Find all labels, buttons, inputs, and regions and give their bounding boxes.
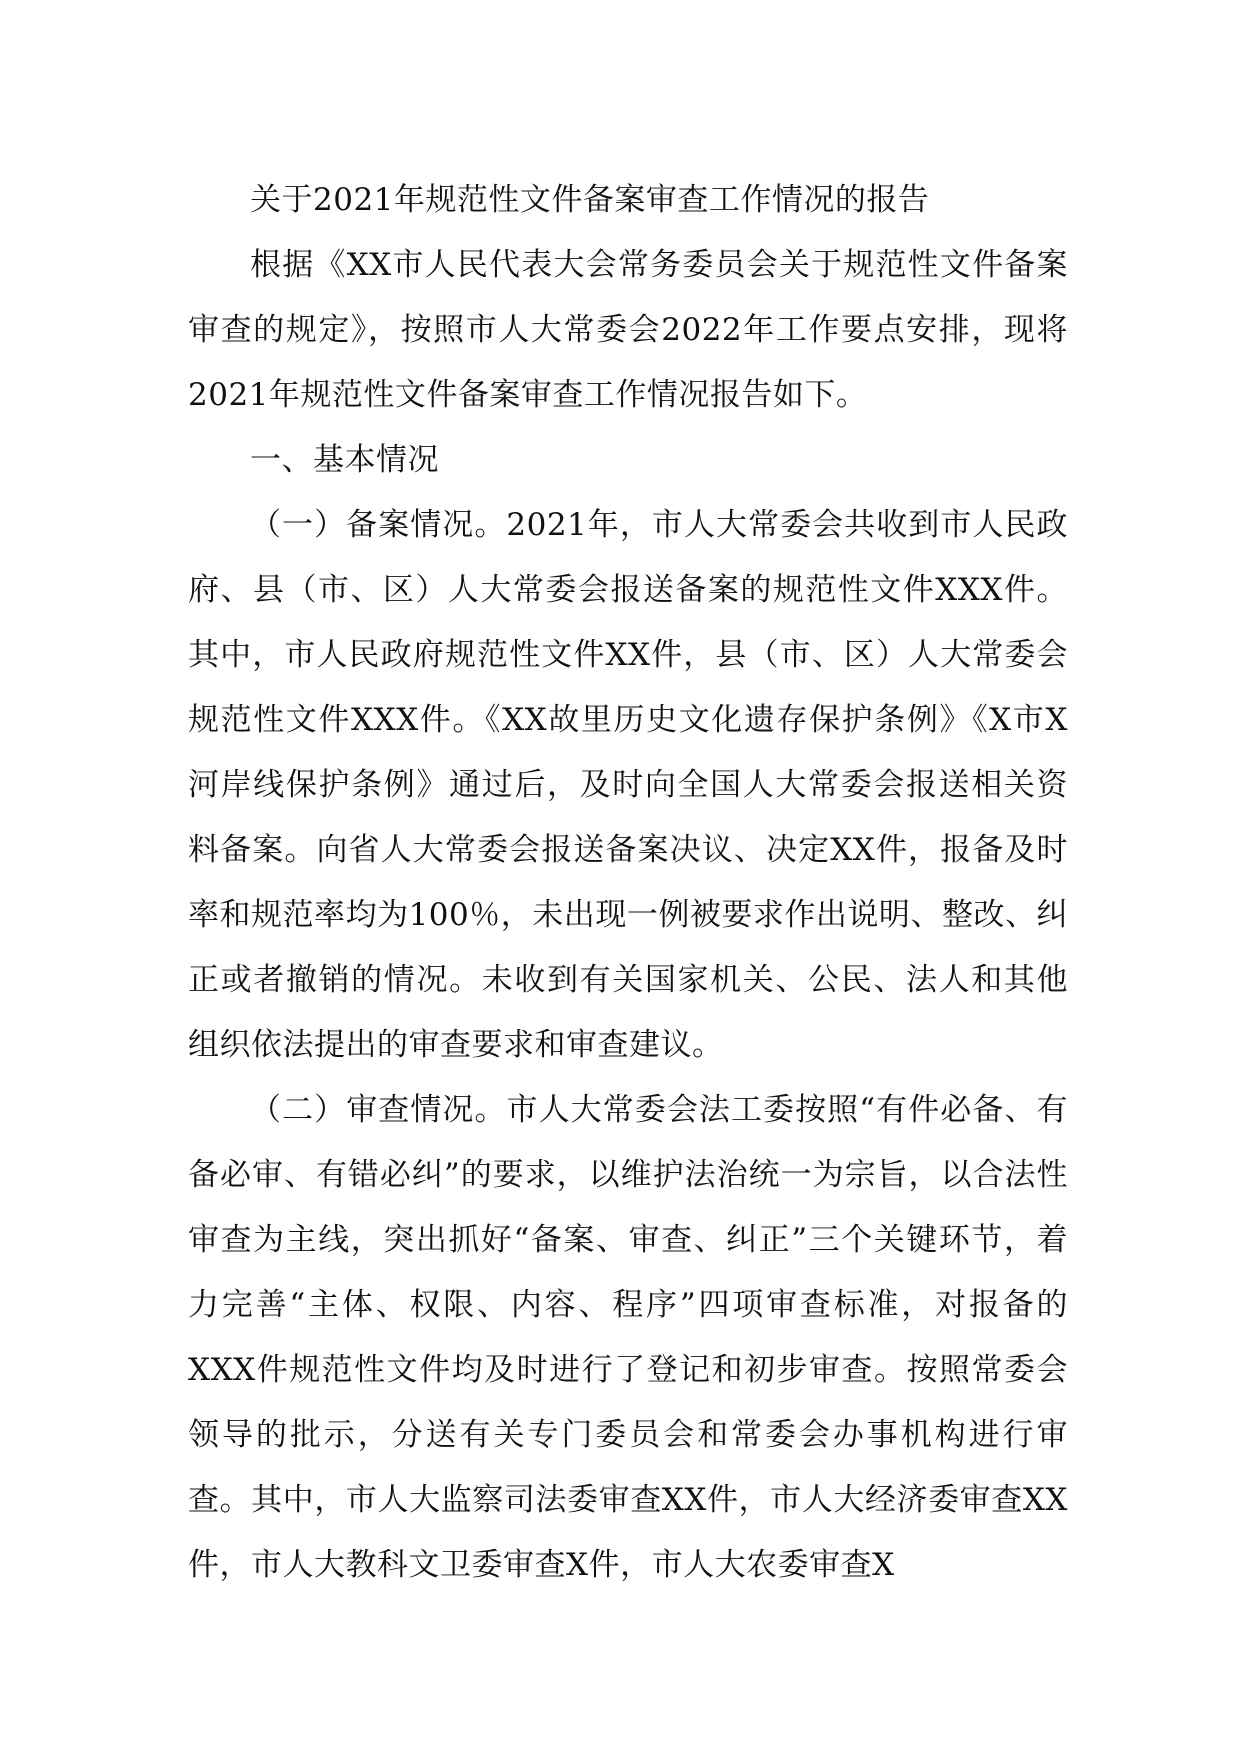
- paragraph-review: （二）审查情况。市人大常委会法工委按照“有件必备、有备必审、有错必纠”的要求，以维护法治统一为宗旨，以合法性审查为主线，突出抓好“备案、审查、纠正”三个关键环节，着力完善“主体、权限、内容、程序”四项审查标准，对报备的XXX件规范性文件均及时进行了登记和初步审查。按照常委会领导的批示，分送有关专门委员会和常委会办事机构进行审查。其中，市人大监察司法委审查XX件，市人大经济委审查XX件，市人大教科文卫委审查X件，市人大农委审查X: [188, 1092, 1068, 1583]
- document-body: [188, 168, 1068, 1598]
- paragraph-intro: 根据《XX市人民代表大会常务委员会关于规范性文件备案审查的规定》，按照市人大常委会2022年工作要点安排，现将2021年规范性文件备案审查工作情况报告如下。: [188, 247, 1068, 413]
- paragraph-filing: （一）备案情况。2021年，市人大常委会共收到市人民政府、县（市、区）人大常委会报送备案的规范性文件XXX件。其中，市人民政府规范性文件XX件，县（市、区）人大常委会规范性文件XXX件。《XX故里历史文化遗存保护条例》《X市X河岸线保护条例》通过后，及时向全国人大常委会报送相关资料备案。向省人大常委会报送备案决议、决定XX件，报备及时率和规范率均为100％，未出现一例被要求作出说明、整改、纠正或者撤销的情况。未收到有关国家机关、公民、法人和其他组织依法提出的审查要求和审查建议。: [188, 507, 1068, 1063]
- document-title: 关于2021年规范性文件备案审查工作情况的报告: [250, 182, 930, 218]
- section-heading-basic: 一、基本情况: [250, 442, 439, 478]
